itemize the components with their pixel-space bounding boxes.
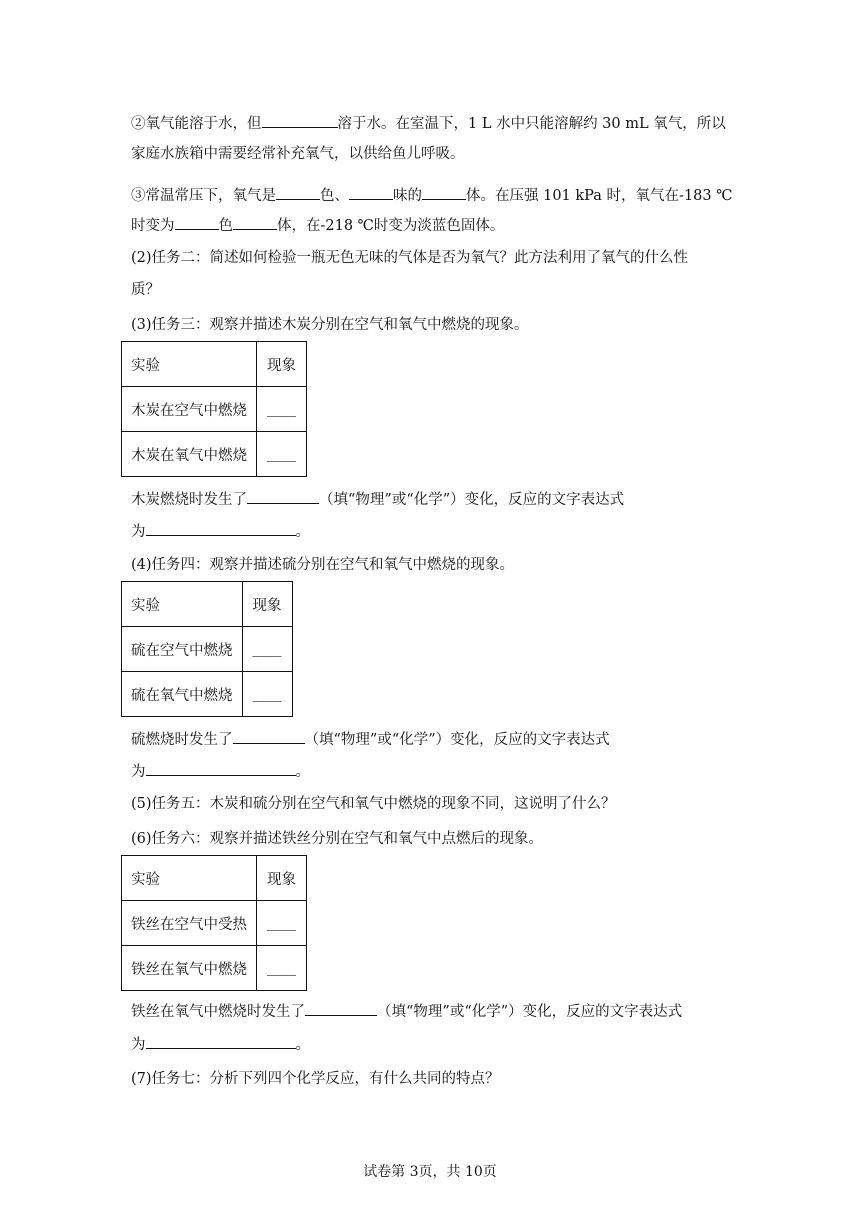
text: 。 [295,764,310,780]
text: （填“物理”或“化学”）变化，反应的文字表达式 [377,1004,683,1020]
answer-blank[interactable]: ____ [257,432,307,477]
text: ③常温常压下，氧气是 [131,188,276,204]
table-cell: 木炭在空气中燃烧 [122,387,257,432]
answer-blank[interactable] [146,520,296,536]
table-header: 实验 [122,582,243,627]
answer-blank[interactable]: ____ [242,627,292,672]
text: 体，在-218 ℃时变为淡蓝色固体。 [277,218,505,234]
paragraph-line [131,728,610,750]
paragraph-line [131,760,310,782]
table-header: 现象 [257,856,307,901]
text: （填“物理”或“化学”）变化，反应的文字表达式 [319,492,625,508]
text: 铁丝在氧气中燃烧时发生了 [131,1004,305,1020]
text: 味的 [393,188,422,204]
table-header: 实验 [122,342,257,387]
answer-blank[interactable] [146,1033,296,1049]
answer-blank[interactable] [233,214,277,230]
table-cell: 铁丝在氧气中燃烧 [122,946,257,991]
table-header: 现象 [242,582,292,627]
table-cell: 铁丝在空气中受热 [122,901,257,946]
question-task-3: (3)任务三：观察并描述木炭分别在空气和氧气中燃烧的现象。 [131,317,529,333]
table-cell: 木炭在氧气中燃烧 [122,432,257,477]
question-task-4: (4)任务四：观察并描述硫分别在空气和氧气中燃烧的现象。 [131,557,515,573]
answer-blank[interactable] [146,760,296,776]
paragraph-line [131,488,624,510]
text: 时变为 [131,218,175,234]
answer-blank[interactable] [305,1000,377,1016]
paragraph-line [131,520,310,542]
text: 。 [295,524,310,540]
text: 色、 [320,188,349,204]
paragraph-line: 家庭水族箱中需要经常补充氧气，以供给鱼儿呼吸。 [131,146,465,162]
text: 体。在压强 101 kPa 时，氧气在-183 ℃ [466,188,733,204]
answer-blank[interactable] [262,112,338,128]
text: 为 [131,1037,146,1053]
text: 硫燃烧时发生了 [131,732,233,748]
table-cell: 硫在氧气中燃烧 [122,672,243,717]
question-task-7: (7)任务七：分析下列四个化学反应，有什么共同的特点？ [131,1071,500,1087]
question-task-6: (6)任务六：观察并描述铁丝分别在空气和氧气中点燃后的现象。 [131,831,544,847]
table-cell: 硫在空气中燃烧 [122,627,243,672]
question-task-2: (2)任务二：简述如何检验一瓶无色无味的气体是否为氧气？此方法利用了氧气的什么性 [131,250,689,266]
text: 为 [131,764,146,780]
text: （填“物理”或“化学”）变化，反应的文字表达式 [304,732,610,748]
page-footer: 试卷第 3页，共 10页 [363,1164,497,1180]
text: 色 [218,218,233,234]
answer-blank[interactable]: ____ [257,946,307,991]
table-charcoal [121,341,307,477]
answer-blank[interactable] [247,488,319,504]
answer-blank[interactable]: ____ [257,387,307,432]
question-task-5: (5)任务五：木炭和硫分别在空气和氧气中燃烧的现象不同，这说明了什么？ [131,796,616,812]
paragraph-line: 质？ [131,282,160,298]
paragraph-oxygen-solubility [131,112,726,134]
answer-blank[interactable]: ____ [257,901,307,946]
paragraph-line [131,1000,682,1022]
paragraph-line [131,214,504,236]
text: ②氧气能溶于水，但 [131,116,262,132]
text: 为 [131,524,146,540]
text: 木炭燃烧时发生了 [131,492,247,508]
table-sulfur [121,581,293,717]
paragraph-oxygen-properties [131,184,732,206]
table-header: 实验 [122,856,257,901]
answer-blank[interactable] [276,184,320,200]
text: 溶于水。在室温下，1 L 水中只能溶解约 30 mL 氧气，所以 [337,116,726,132]
table-header: 现象 [257,342,307,387]
answer-blank[interactable] [175,214,219,230]
answer-blank[interactable]: ____ [242,672,292,717]
table-iron-wire [121,855,307,991]
answer-blank[interactable] [233,728,305,744]
paragraph-line [131,1033,310,1055]
text: 。 [295,1037,310,1053]
answer-blank[interactable] [349,184,393,200]
answer-blank[interactable] [422,184,466,200]
